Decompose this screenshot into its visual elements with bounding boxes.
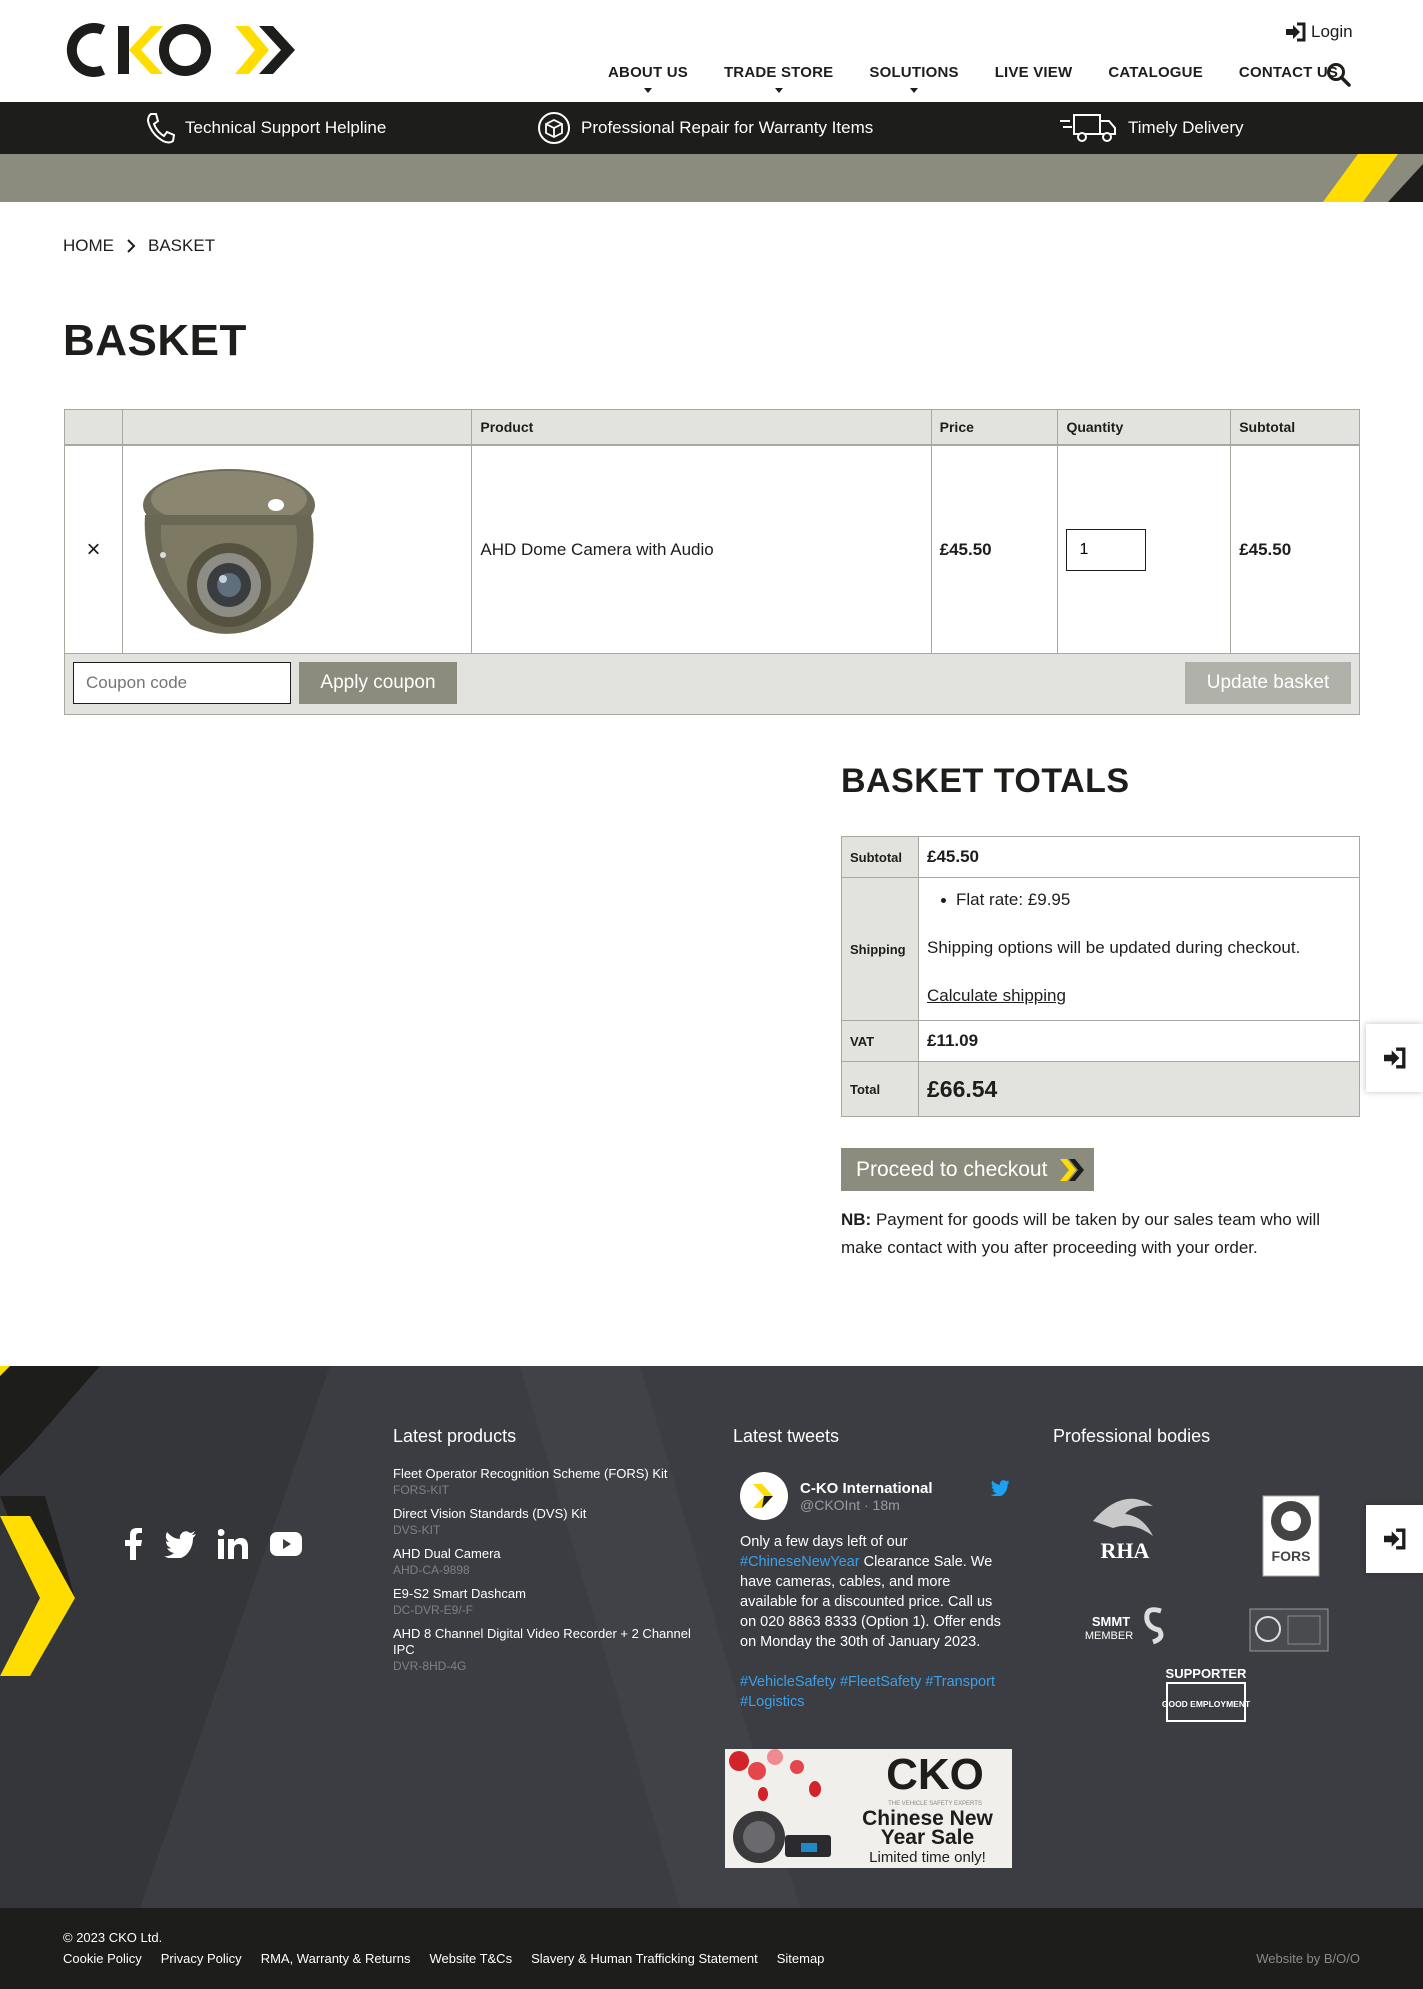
- footer-link-terms[interactable]: Website T&Cs: [429, 1951, 513, 1966]
- nav-live-view[interactable]: [977, 64, 1091, 81]
- login-label: Login: [1311, 22, 1353, 41]
- product-link[interactable]: AHD 8 Channel Digital Video Recorder + 2 Channel IPC: [393, 1626, 691, 1657]
- login-icon: [1382, 1528, 1408, 1550]
- chevron-stripes: [0, 154, 1423, 202]
- product-sku: FORS-KIT: [393, 1483, 449, 1497]
- product-thumbnail-cell: [123, 446, 472, 653]
- svg-text:FORS: FORS: [1271, 1548, 1311, 1564]
- svg-text:MEMBER: MEMBER: [1084, 1630, 1134, 1642]
- usp-bar: [0, 102, 1423, 154]
- caret-down-icon: [775, 88, 783, 93]
- caret-down-icon: [910, 88, 918, 93]
- totals-row-total: [842, 1062, 1359, 1116]
- breadcrumb: [63, 236, 215, 256]
- social-links: [124, 1528, 302, 1560]
- page-title: BASKET: [63, 316, 247, 365]
- line-subtotal: £45.50: [1239, 539, 1292, 559]
- professional-bodies-logos: [1053, 1466, 1353, 1726]
- usp-support: [145, 102, 386, 154]
- nav-label: LIVE VIEW: [994, 64, 1073, 81]
- update-basket-button[interactable]: Update basket: [1185, 662, 1351, 704]
- column-header-quantity: Quantity: [1058, 410, 1231, 444]
- usp-delivery-label: Timely Delivery: [1128, 118, 1244, 137]
- product-sku: DVR-8HD-4G: [393, 1659, 467, 1673]
- basket-totals-title: BASKET TOTALS: [841, 762, 1130, 800]
- tweet-card: [740, 1472, 1010, 1712]
- proceed-to-checkout-button[interactable]: [841, 1148, 1094, 1191]
- breadcrumb-home[interactable]: HOME: [63, 236, 114, 255]
- nav-label: ABOUT US: [608, 64, 688, 81]
- totals-row-vat: [842, 1021, 1359, 1062]
- footer-bottom-bar: [0, 1908, 1423, 1989]
- svg-text:CKO: CKO: [886, 1750, 984, 1799]
- promo-line-1: Chinese New: [862, 1807, 993, 1830]
- basket-totals-table: [841, 836, 1360, 1117]
- shipping-details: [919, 878, 1359, 1020]
- quantity-input[interactable]: [1066, 529, 1146, 571]
- column-header-remove: [65, 410, 123, 444]
- promo-line-2: Year Sale: [880, 1826, 975, 1849]
- header-band: [0, 154, 1423, 202]
- list-item[interactable]: [393, 1546, 703, 1578]
- nav-catalogue[interactable]: [1090, 64, 1221, 81]
- promo-headline: [845, 1809, 1010, 1847]
- totals-row-subtotal: [842, 837, 1359, 878]
- breadcrumb-current: BASKET: [148, 236, 216, 255]
- footer-link-cookie-policy[interactable]: Cookie Policy: [63, 1951, 142, 1966]
- site-footer: [0, 1366, 1423, 1908]
- tweet-text-1: Only a few days left of our: [740, 1534, 908, 1550]
- side-login-button-footer[interactable]: [1366, 1505, 1423, 1573]
- tweet-hashtags[interactable]: #VehicleSafety #FleetSafety #Transport #Logistics: [740, 1674, 995, 1710]
- subtotal-label: Subtotal: [842, 837, 919, 877]
- good-employment-logo[interactable]: [1162, 1666, 1251, 1721]
- phone-icon: [145, 111, 175, 145]
- table-header: [65, 410, 1359, 446]
- product-sku: DC-DVR-E9/-F: [393, 1603, 473, 1617]
- rha-logo[interactable]: [1093, 1499, 1153, 1563]
- nav-label: CONTACT US: [1238, 64, 1339, 81]
- latest-products-title: Latest products: [393, 1426, 517, 1446]
- product-link[interactable]: Fleet Operator Recognition Scheme (FORS) Kit: [393, 1466, 668, 1481]
- column-header-thumbnail: [123, 410, 472, 444]
- login-icon: [1285, 22, 1307, 42]
- smmt-logo[interactable]: [1085, 1610, 1161, 1642]
- tweet-author: [800, 1480, 933, 1513]
- shipping-label: Shipping: [842, 878, 919, 1020]
- footer-links: [63, 1951, 824, 1966]
- login-link[interactable]: [1285, 22, 1353, 42]
- subtotal-value: £45.50: [927, 847, 979, 866]
- totals-row-shipping: [842, 878, 1359, 1021]
- nav-trade-store[interactable]: [706, 64, 851, 81]
- chevron-right-icon: [126, 239, 136, 253]
- promo-subline: Limited time only!: [869, 1849, 986, 1866]
- copyright: © 2023 CKO Ltd.: [63, 1930, 163, 1945]
- product-link[interactable]: Direct Vision Standards (DVS) Kit: [393, 1506, 587, 1521]
- twitter-bird-icon[interactable]: [990, 1480, 1010, 1496]
- svg-text:THE VEHICLE SAFETY EXPERTS: THE VEHICLE SAFETY EXPERTS: [888, 1801, 982, 1807]
- list-item[interactable]: [393, 1506, 703, 1538]
- flat-rate-option: [927, 890, 1070, 910]
- quantity-cell: [1058, 446, 1231, 653]
- linkedin-icon[interactable]: [218, 1529, 248, 1559]
- basket-table: [64, 409, 1360, 715]
- nb-text: Payment for goods will be taken by our sales team who will make contact with you after proceeding with your order.: [841, 1210, 1321, 1257]
- hashtag-link[interactable]: #ChineseNewYear: [740, 1554, 860, 1570]
- product-sku: DVS-KIT: [393, 1523, 441, 1537]
- nav-solutions[interactable]: [851, 64, 976, 81]
- double-chevron-icon: [1059, 1158, 1085, 1182]
- dome-camera-image[interactable]: [131, 455, 321, 645]
- search-icon[interactable]: [1326, 62, 1352, 88]
- list-item[interactable]: [393, 1626, 703, 1674]
- footer-link-sitemap[interactable]: Sitemap: [776, 1951, 825, 1966]
- product-name[interactable]: AHD Dome Camera with Audio: [472, 446, 931, 653]
- column-header-price: Price: [932, 410, 1059, 444]
- remove-item-button[interactable]: ×: [65, 446, 123, 653]
- nav-about-us[interactable]: [590, 64, 706, 81]
- payment-note: [841, 1206, 1361, 1262]
- cko-logo[interactable]: [63, 20, 303, 80]
- tweet-author-name[interactable]: C-KO International: [800, 1479, 933, 1497]
- login-icon: [1382, 1047, 1408, 1069]
- nav-label: TRADE STORE: [723, 64, 834, 81]
- caret-down-icon: [644, 88, 652, 93]
- product-sku: AHD-CA-9898: [393, 1563, 470, 1577]
- box-icon: [537, 111, 571, 145]
- tweet-text: [740, 1532, 1010, 1652]
- svg-text:SUPPORTER: SUPPORTER: [1165, 1666, 1247, 1681]
- apply-coupon-button[interactable]: Apply coupon: [299, 662, 457, 704]
- vat-label: VAT: [842, 1021, 919, 1061]
- fors-logo[interactable]: [1263, 1496, 1319, 1576]
- total-value: £66.54: [927, 1075, 998, 1102]
- youtube-icon[interactable]: [270, 1532, 302, 1556]
- svg-text:RHA: RHA: [1100, 1538, 1150, 1563]
- usp-repair: [537, 102, 873, 154]
- usp-support-label: Technical Support Helpline: [185, 118, 387, 137]
- calculate-shipping-link[interactable]: Calculate shipping: [927, 986, 1066, 1005]
- footer-link-slavery-statement[interactable]: Slavery & Human Trafficking Statement: [531, 1951, 758, 1966]
- product-link[interactable]: AHD Dual Camera: [393, 1546, 501, 1561]
- checkout-label: Proceed to checkout: [856, 1157, 1048, 1181]
- nav-label: CATALOGUE: [1108, 64, 1203, 81]
- usp-repair-label: Professional Repair for Warranty Items: [581, 118, 874, 137]
- total-label: Total: [842, 1062, 919, 1116]
- twitter-icon[interactable]: [164, 1531, 196, 1558]
- professional-bodies-title: Professional bodies: [1053, 1426, 1211, 1446]
- nav-label: SOLUTIONS: [869, 64, 959, 81]
- column-header-product: Product: [472, 410, 931, 444]
- footer-link-rma[interactable]: RMA, Warranty & Returns: [260, 1951, 411, 1966]
- main-nav: [590, 64, 1356, 81]
- vat-value: £11.09: [927, 1031, 979, 1050]
- avatar[interactable]: [740, 1472, 788, 1520]
- svg-text:SMMT: SMMT: [1091, 1614, 1131, 1629]
- latest-products-list: [393, 1466, 703, 1682]
- usp-delivery: [1060, 102, 1244, 154]
- facebook-icon[interactable]: [124, 1528, 142, 1560]
- delivery-truck-icon: [1060, 112, 1118, 144]
- basket-actions: [65, 654, 1359, 714]
- ccs-logo[interactable]: [1250, 1609, 1328, 1651]
- column-header-subtotal: Subtotal: [1239, 419, 1296, 435]
- bullet-icon: [941, 898, 946, 903]
- side-login-button[interactable]: [1366, 1024, 1423, 1092]
- coupon-input[interactable]: [73, 662, 291, 704]
- product-price: £45.50: [932, 446, 1059, 653]
- footer-link-privacy-policy[interactable]: Privacy Policy: [160, 1951, 242, 1966]
- tweet-author-handle: @CKOInt · 18m: [800, 1496, 900, 1513]
- site-header: [0, 0, 1423, 102]
- website-credit[interactable]: Website by B/O/O: [1256, 1951, 1360, 1966]
- tweet-image[interactable]: [725, 1749, 1012, 1868]
- list-item[interactable]: [393, 1586, 703, 1618]
- shipping-note: Shipping options will be updated during checkout.: [927, 938, 1301, 957]
- list-item[interactable]: [393, 1466, 703, 1498]
- table-row: [65, 446, 1359, 654]
- product-link[interactable]: E9-S2 Smart Dashcam: [393, 1586, 526, 1601]
- tweet-header: [740, 1472, 1010, 1520]
- nb-label: NB:: [841, 1210, 872, 1229]
- cko-chevron-logo: [749, 1481, 779, 1511]
- flat-rate-label: Flat rate: £9.95: [956, 890, 1071, 909]
- tweet-text-2: Clearance Sale. We have cameras, cables, and more available for a discounted price. Call us on 020 8863 8333 (Option 1). Offer ends on Monday the 30th of January 2023.: [740, 1554, 1001, 1650]
- svg-text:GOOD EMPLOYMENT: GOOD EMPLOYMENT: [1161, 1699, 1251, 1709]
- latest-tweets-title: Latest tweets: [733, 1426, 840, 1446]
